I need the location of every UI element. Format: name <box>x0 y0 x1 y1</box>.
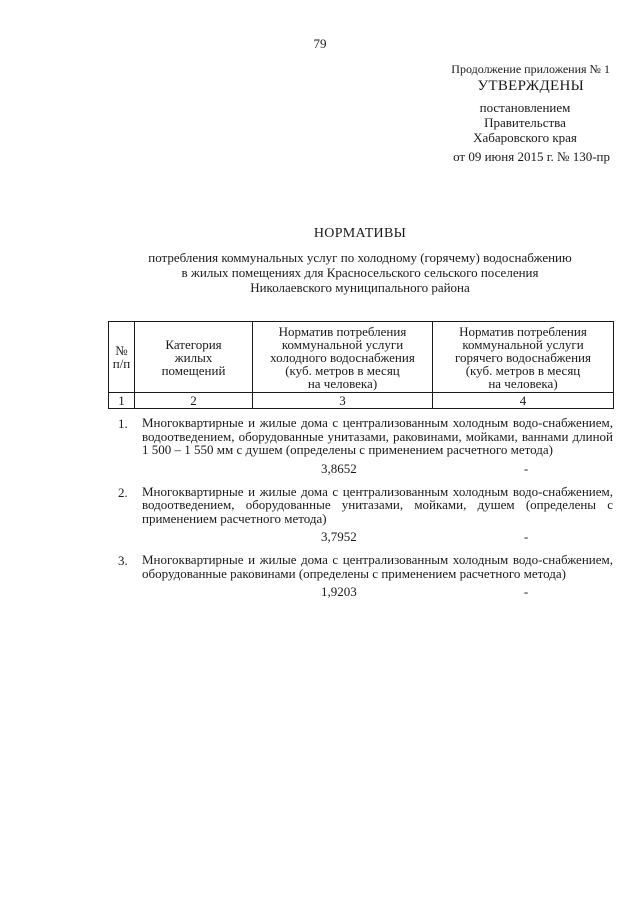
column-number: 2 <box>135 393 253 409</box>
column-number-row <box>109 393 614 409</box>
row-category: Многоквартирные и жилые дома с централизованным холодным водо-снабжением, водоотведением, оборудованные унитазами, мойками, душем (определены с применением расчетного метода) <box>142 483 613 526</box>
table-row <box>108 485 613 548</box>
appendix-continuation: Продолжение приложения № 1 <box>451 62 610 76</box>
column-number: 4 <box>433 393 614 409</box>
header-num <box>109 322 135 393</box>
header-hot-line: горячего водоснабжения <box>455 349 591 365</box>
row-category: Многоквартирные и жилые дома с централизованным холодным водо-снабжением, оборудованные раковинами (определены с применением расчетного метода) <box>142 552 613 581</box>
table-row <box>108 416 613 479</box>
header-cold-line: Норматив потребления <box>278 323 407 339</box>
row-values <box>108 461 613 479</box>
header-category-line: жилых <box>174 349 213 365</box>
document-title: НОРМАТИВЫ <box>313 226 407 241</box>
cold-water-norm: 1,9203 <box>321 584 357 599</box>
header-cold-line: на человека) <box>307 375 378 391</box>
decree-line-1: постановлением <box>479 100 571 115</box>
header-category-line: помещений <box>161 362 226 378</box>
column-number: 1 <box>109 393 135 409</box>
approved-heading: УТВЕРЖДЕНЫ <box>477 78 584 94</box>
header-category <box>135 322 253 393</box>
subtitle-line-3: Николаевского муниципального района <box>250 280 470 295</box>
table-row <box>108 553 613 602</box>
approval-block <box>400 62 610 164</box>
header-hot-line: коммунальной услуги <box>462 336 584 352</box>
subtitle-line-2: в жилых помещениях для Красносельского сельского поселения <box>181 265 539 280</box>
row-number: 1. <box>118 416 128 431</box>
header-hot-line: Норматив потребления <box>459 323 587 339</box>
norms-table-header <box>108 321 614 409</box>
header-cold-line: коммунальной услуги <box>281 336 404 352</box>
row-category: Многоквартирные и жилые дома с централизованным холодным водо-снабжением, водоотведением, оборудованные унитазами, раковинами, мойками, ваннами длиной 1 500 – 1 550 мм с душем (определены с применением расчетного метода) <box>142 415 613 457</box>
row-number: 3. <box>118 553 128 568</box>
header-category-line: Категория <box>165 336 222 352</box>
table-header-row <box>109 322 614 393</box>
column-number: 3 <box>253 393 433 409</box>
row-values <box>108 584 613 602</box>
header-cold <box>253 322 433 393</box>
decree-block <box>400 100 610 145</box>
header-num-line: п/п <box>112 356 131 371</box>
decree-date: от 09 июня 2015 г. № 130-пр <box>453 149 610 164</box>
hot-water-norm: - <box>523 584 529 599</box>
header-num-line: № <box>115 343 128 358</box>
header-hot <box>433 322 614 393</box>
subtitle-line-1: потребления коммунальных услуг по холодному (горячему) водоснабжению <box>148 250 572 265</box>
hot-water-norm: - <box>523 529 529 544</box>
header-cold-line: (куб. метров в месяц <box>285 362 400 378</box>
norms-table-body <box>108 416 613 608</box>
header-hot-line: на человека) <box>488 375 558 391</box>
header-cold-line: холодного водоснабжения <box>270 349 415 365</box>
title-block <box>100 226 620 295</box>
cold-water-norm: 3,8652 <box>321 460 357 476</box>
row-number: 2. <box>118 484 128 500</box>
header-hot-line: (куб. метров в месяц <box>465 362 581 378</box>
row-values <box>108 529 613 547</box>
cold-water-norm: 3,7952 <box>321 529 357 544</box>
decree-line-2: Правительства <box>484 115 566 130</box>
hot-water-norm: - <box>523 460 529 476</box>
page-number: 79 <box>313 36 327 51</box>
decree-line-3: Хабаровского края <box>473 130 577 145</box>
